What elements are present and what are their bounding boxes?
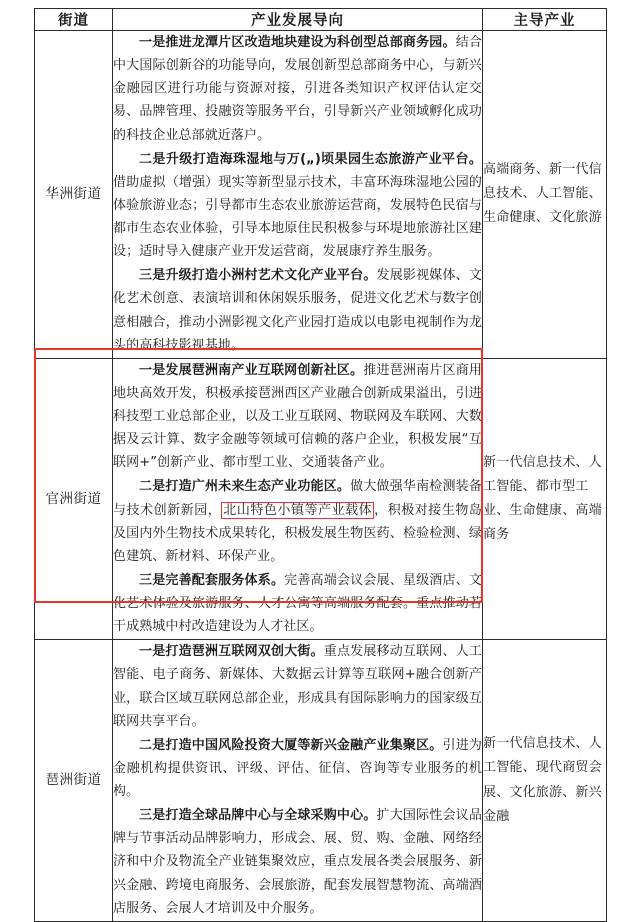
paragraph-title: 二是升级打造海珠湿地与万(„)顷果园生态旅游产业平台。 <box>139 151 482 167</box>
paragraph <box>113 264 482 357</box>
street-name-pazhou: 琶洲街道 <box>35 640 113 922</box>
paragraph-title: 三是升级打造小洲村艺术文化产业平台。 <box>139 268 377 284</box>
paragraph-body: 借助虚拟（增强）现实等新型显示技术，丰富环海珠湿地公园的体验旅游业态；引导都市生态农业旅游运营商，发展特色民宿与都市生态农业体验，引导本地原住民积极参与环堤地旅游社区建设；适时导入健康产业开发运营商，发展康疗养生服务。 <box>113 174 482 260</box>
leading-industry-huazhou: 高端商务、新一代信息技术、人工智能、生命健康、文化旅游 <box>483 31 607 359</box>
paragraph-title: 二是打造中国风险投资大厦等新兴金融产业集聚区。 <box>139 737 443 753</box>
paragraph-title: 一是发展琶洲南产业互联网创新社区。 <box>139 362 364 378</box>
paragraph-body: 推进琶洲南片区商用地块高效开发，积极承接琶洲西区产业融合创新成果溢出，引进科技型工业总部企业，以及工业互联网、物联网及车联网、大数据及云计算、数字金融等领域可信赖的落户企业，积极发展“互联网+”创新产业、都市型工业、交通装备产业。 <box>113 362 482 471</box>
paragraph <box>113 148 482 264</box>
paragraph-body: 发展影视媒体、文化艺术创意、表演培训和休闲娱乐服务，促进文化艺术与数字创意相融合，推动小洲影视文化产业园打造成以电影电视制作为龙头的高科技影视基地。 <box>113 268 482 353</box>
table-header-row <box>35 9 607 31</box>
paragraph-title: 一是打造琶洲互联网双创大街。 <box>139 644 324 660</box>
paragraph-body: 重点发展移动互联网、人工智能、电子商务、新媒体、大数据云计算等互联网+融合创新产业，联合区域互联网总部企业，形成具有国际影响力的国家级互联网共享平台。 <box>113 644 483 729</box>
highlighted-phrase: 北山特色小镇等产业载体 <box>223 502 373 518</box>
paragraph <box>113 734 482 803</box>
industry-guidance-pazhou <box>113 640 483 922</box>
table-row <box>35 358 607 640</box>
leading-industry-guanzhou: 新一代信息技术、人工智能、都市型工业、生命健康、高端商务 <box>483 358 607 640</box>
paragraph-title: 一是推进龙潭片区改造地块建设为科创型总部商务园。 <box>139 35 456 50</box>
paragraph-title: 二是打造广州未来生态产业功能区。 <box>139 479 351 495</box>
column-header-street: 街道 <box>35 9 113 31</box>
industry-guidance-table <box>34 8 607 922</box>
leading-industry-pazhou: 新一代信息技术、人工智能、现代商贸会展、文化旅游、新兴金融 <box>483 640 607 922</box>
paragraph <box>113 640 482 733</box>
table-body <box>35 31 607 922</box>
paragraph-body: 扩大国际性会议品牌与节事活动品牌影响力，形成会、展、贸、购、金融、网络经济和中介及物流全产业链集聚效应，重点发展各类会展服务、新兴金融、跨境电商服务、会展旅游，配套发展智慧物流、高端酒店服务、会展人才培训及中介服务。 <box>113 808 482 916</box>
paragraph-body: 引进为金融机构提供资讯、评级、评估、征信、咨询等专业服务的机构。 <box>113 737 482 799</box>
paragraph <box>113 359 482 475</box>
paragraph-title: 三是打造全球品牌中心与全球采购中心。 <box>139 808 377 824</box>
paragraph <box>113 569 482 638</box>
table-row <box>35 31 607 359</box>
column-header-industry-guidance: 产业发展导向 <box>113 9 483 31</box>
paragraph <box>113 475 482 568</box>
paragraph-body: 完善高端会议会展、星级酒店、文化艺术体验及旅游服务、人才公寓等高端服务配套。重点推动若干成熟城中村改造建设为人才社区。 <box>113 572 482 635</box>
paragraph <box>113 31 482 147</box>
street-name-guanzhou: 官洲街道 <box>35 358 113 640</box>
paragraph-body-continued: ，积极对接生物岛及国内外生物技术成果转化，积极发展生物医药、检验检测、绿色建筑、新材料、环保产业。 <box>113 502 482 564</box>
paragraph <box>113 804 482 920</box>
paragraph-body: 结合中大国际创新谷的功能导向，发展创新型总部商务中心，与新兴金融园区进行功能与资源对接，引进各类知识产权评估认定交易、品牌管理、投融资等服务平台，引导新兴产业领域孵化成功的科技企业总部就近落户。 <box>113 35 482 143</box>
table-row <box>35 640 607 922</box>
street-name-huazhou: 华洲街道 <box>35 31 113 359</box>
paragraph-title: 三是完善配套服务体系。 <box>139 572 285 588</box>
industry-guidance-huazhou <box>113 31 483 359</box>
column-header-leading-industry: 主导产业 <box>483 9 607 31</box>
paragraph-body: 做大做强华南检测装备与技术创新新园， <box>113 479 482 518</box>
table-header <box>35 9 607 31</box>
industry-guidance-guanzhou <box>113 358 483 640</box>
